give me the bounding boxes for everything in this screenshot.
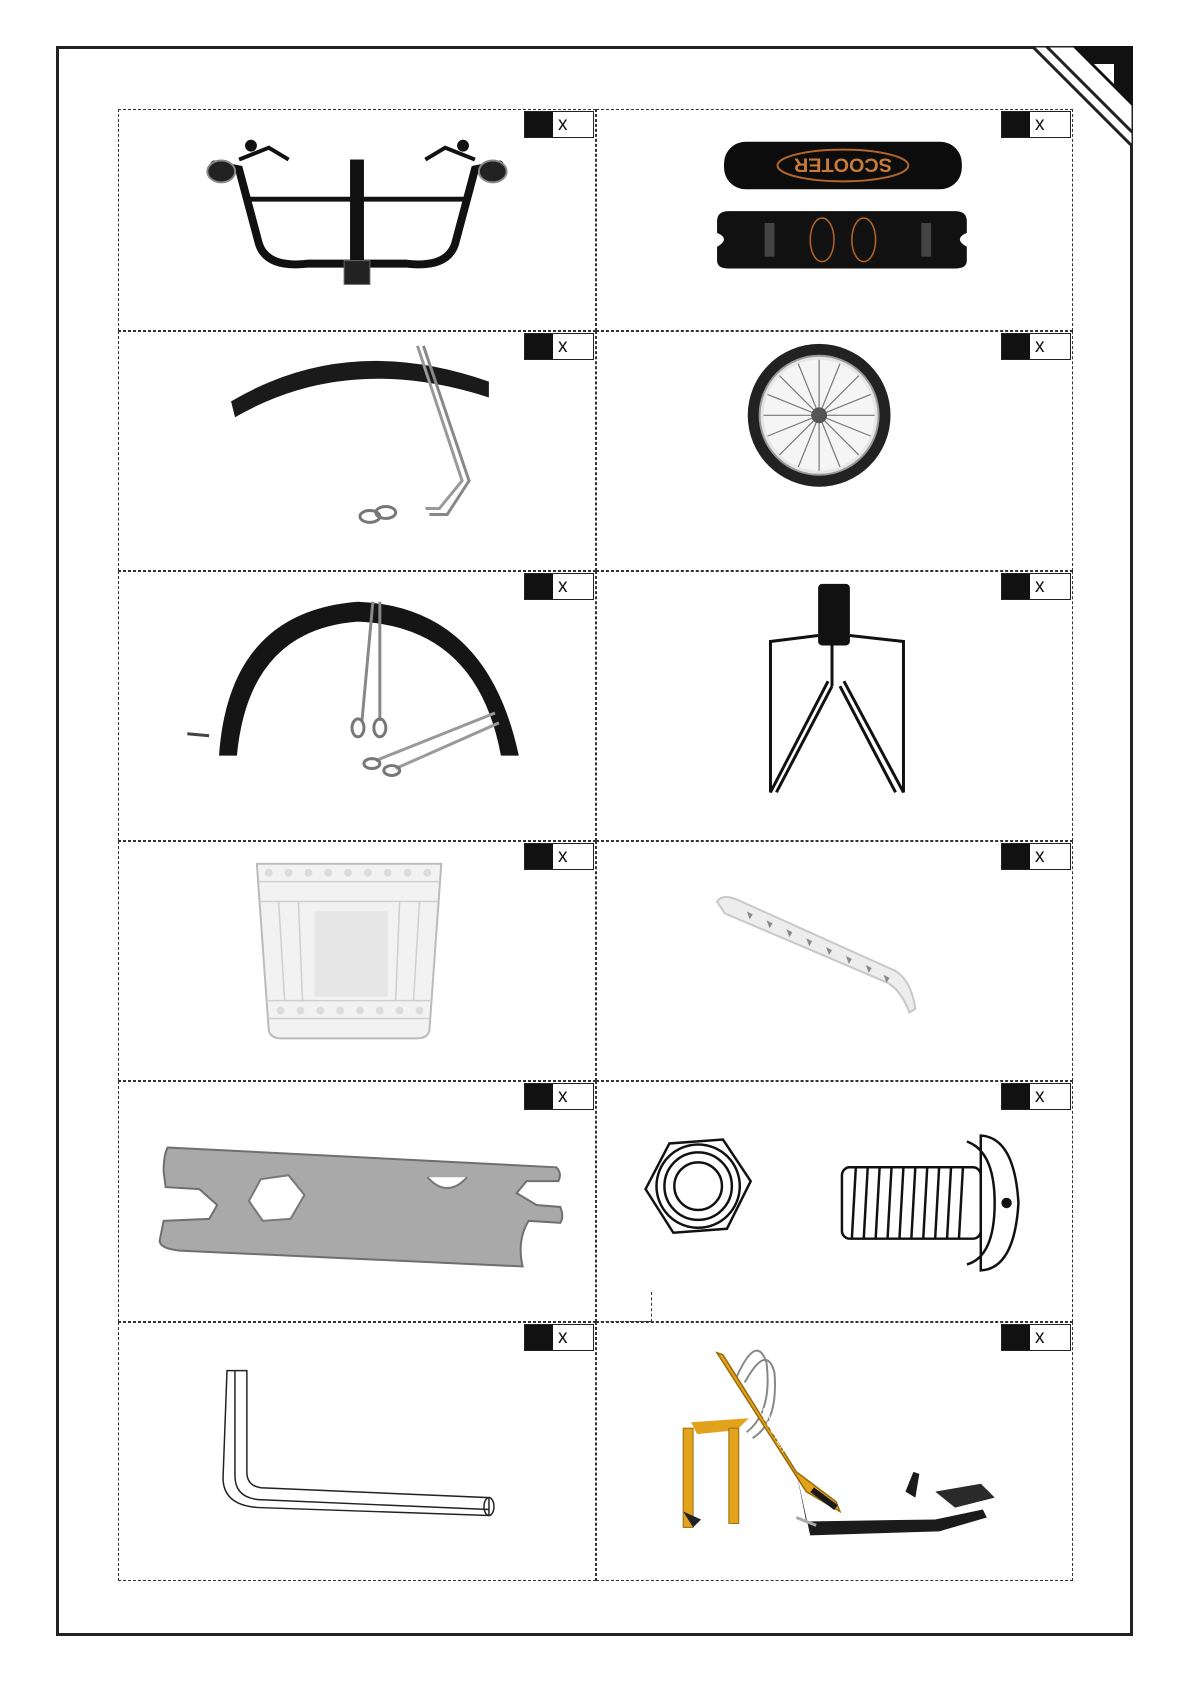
quantity-label: x: [1035, 575, 1045, 597]
pad-brand-text: SCOOTER: [793, 153, 892, 176]
nut-bolt-icon: [597, 1082, 1072, 1321]
scooter-icon: [597, 1323, 1072, 1580]
stand-icon: [597, 572, 1072, 840]
quantity-label: x: [1035, 1085, 1045, 1107]
part-cell-wrench: [118, 1081, 596, 1322]
part-cell-nut-and-bolt: [596, 1081, 1073, 1322]
part-cell-stand: [596, 571, 1073, 841]
part-cell-allen-key: [118, 1322, 596, 1581]
basket-icon: [119, 842, 595, 1080]
quantity-label: x: [558, 335, 568, 357]
quantity-label: x: [558, 1085, 568, 1107]
quantity-label: x: [1035, 1326, 1045, 1348]
quantity-label: x: [1035, 845, 1045, 867]
quantity-label: x: [558, 845, 568, 867]
wheel-icon: [597, 332, 1072, 570]
part-cell-scooter-frame: [596, 1322, 1073, 1581]
mudguard-icon: [119, 572, 595, 840]
scooter-brand-text: SCOOTER: [755, 1406, 791, 1455]
quantity-label: x: [558, 1326, 568, 1348]
part-cell-strap: [596, 841, 1073, 1081]
part-cell-rear-mudguard: [118, 571, 596, 841]
quantity-label: x: [1035, 335, 1045, 357]
quantity-label: x: [1035, 113, 1045, 135]
handlebar-icon: [119, 110, 595, 330]
part-cell-frame-pads: [596, 109, 1073, 331]
cell-tab-divider: [596, 1292, 652, 1322]
quantity-label: x: [558, 113, 568, 135]
part-cell-basket: [118, 841, 596, 1081]
part-cell-handlebar: [118, 109, 596, 331]
mudguard-icon: [119, 332, 595, 570]
wrench-icon: [119, 1082, 595, 1321]
part-cell-front-wheel: [596, 331, 1073, 571]
quantity-label: x: [558, 575, 568, 597]
part-cell-front-mudguard: [118, 331, 596, 571]
pad-icon: [597, 110, 1072, 330]
allen-key-icon: [119, 1323, 595, 1580]
strap-icon: [597, 842, 1072, 1080]
